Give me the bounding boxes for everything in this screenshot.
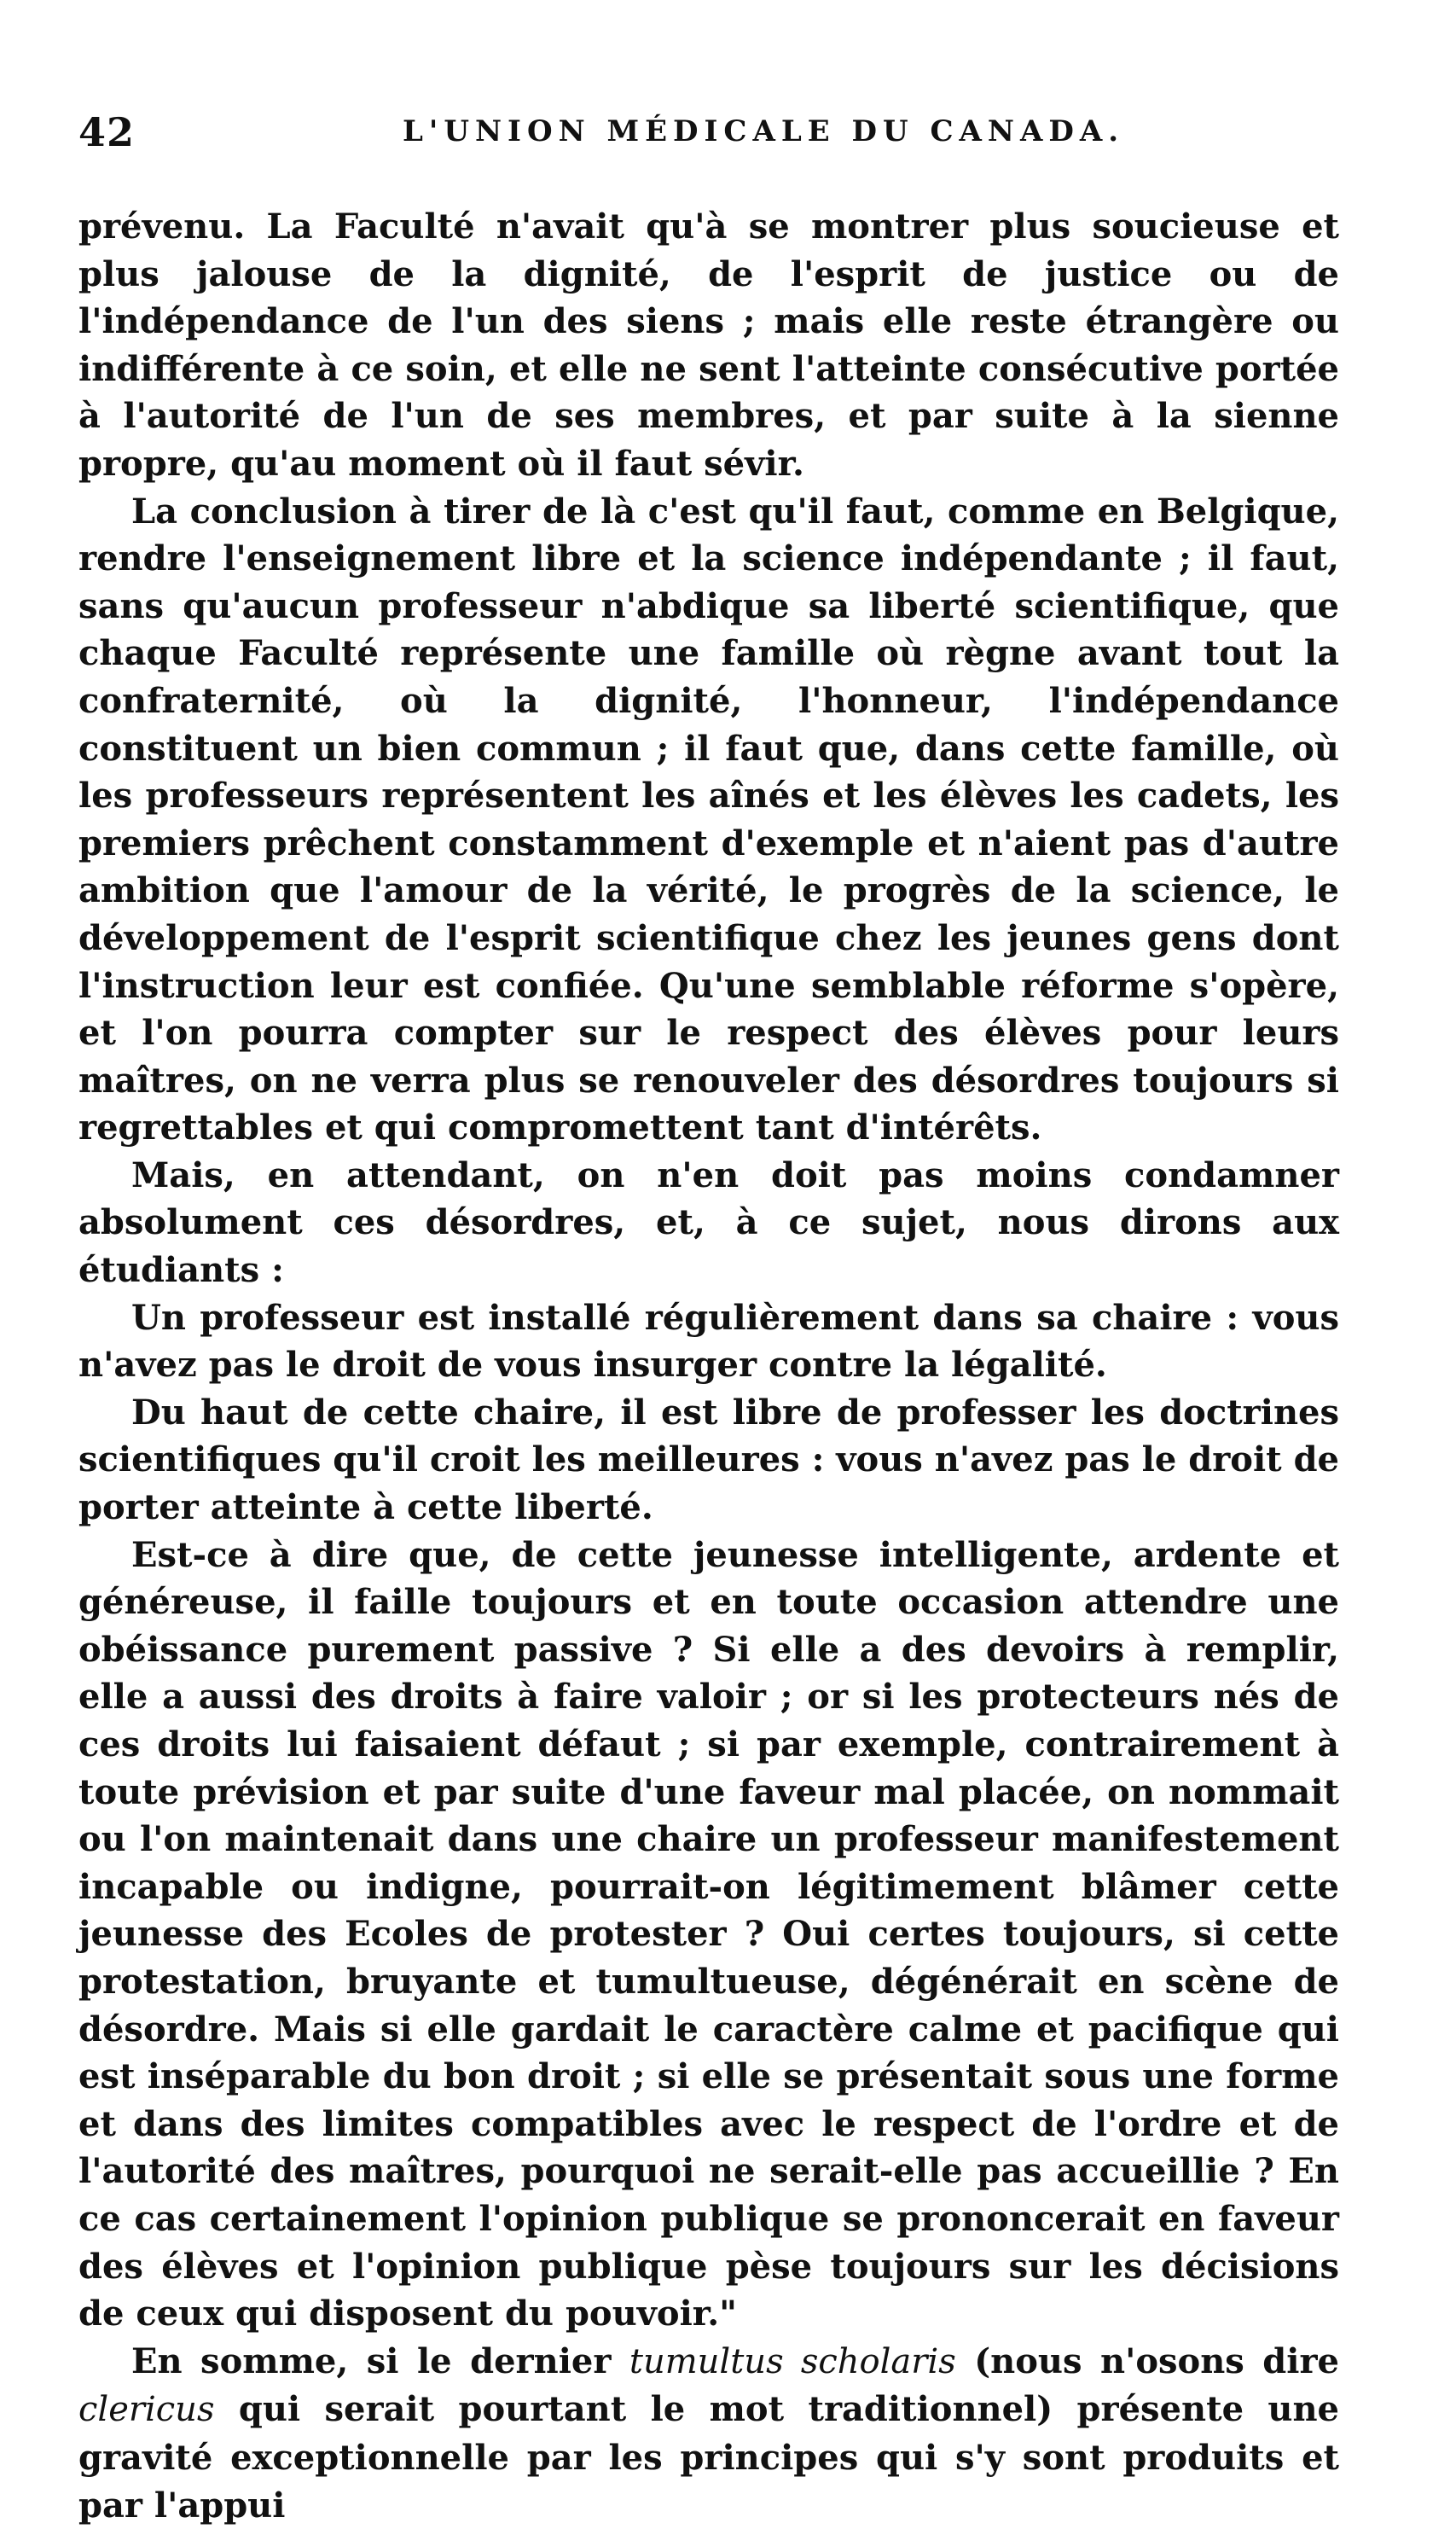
paragraph-4: Un professeur est installé régulièrement dans sa chaire : vous n'avez pas le droit de vous insurger contre la légalité. xyxy=(78,1297,1339,1386)
page-header xyxy=(78,109,1383,160)
paragraph-7-start: En somme, si le dernier xyxy=(131,2340,629,2381)
page-number: 42 xyxy=(78,109,136,155)
article-body xyxy=(78,203,1339,2529)
paragraph-7 xyxy=(78,2338,1339,2529)
italic-word-clericus: clericus xyxy=(78,2390,215,2430)
paragraph-3: Mais, en attendant, on n'en doit pas moins condamner absolument ces désordres, et, à ce sujet, nous dirons aux étudiants : xyxy=(78,1154,1339,1291)
running-head: L'UNION MÉDICALE DU CANADA. xyxy=(403,114,1125,148)
paragraph-2: La conclusion à tirer de là c'est qu'il faut, comme en Belgique, rendre l'enseignement libre et la science indépendante ; il faut, sans qu'aucun professeur n'abdique sa liberté scientifique, que chaque Faculté représente une famille où règne avant tout la confraternité, où la dignité, l'honneur, l'indépendance constituent un bien commun ; il faut que, dans cette famille, où les professeurs représentent les aînés et les élèves les cadets, les premiers prêchent constamment d'exemple et n'aient pas d'autre ambition que l'amour de la vérité, le progrès de la science, le développement de l'esprit scientifique chez les jeunes gens dont l'instruction leur est confiée. Qu'une semblable réforme s'opère, et l'on pourra compter sur le respect des élèves pour leurs maîtres, on ne verra plus se renouveler des désordres toujours si regrettables et qui compromettent tant d'intérêts. xyxy=(78,491,1339,1148)
paragraph-6: Est-ce à dire que, de cette jeunesse intelligente, ardente et généreuse, il faille toujours et en toute occasion attendre une obéissance purement passive ? Si elle a des devoirs à remplir, elle a aussi des droits à faire valoir ; or si les protecteurs nés de ces droits lui faisaient défaut ; si par exemple, contrairement à toute prévision et par suite d'une faveur mal placée, on nommait ou l'on maintenait dans une chaire un professeur manifestement incapable ou indigne, pourrait-on légitimement blâmer cette jeunesse des Ecoles de protester ? Oui certes toujours, si cette protestation, bruyante et tumultueuse, dégénérait en scène de désordre. Mais si elle gardait le caractère calme et pacifique qui est inséparable du bon droit ; si elle se présentait sous une forme et dans des limites compatibles avec le respect de l'ordre et de l'autorité des maîtres, pourquoi ne serait-elle pas accueillie ? En ce cas certainement l'opinion publique se prononcerait en faveur des élèves et l'opinion publique pèse toujours sur les décisions de ceux qui disposent du pouvoir." xyxy=(78,1534,1339,2334)
italic-phrase-tumultus: tumultus scholaris xyxy=(629,2341,956,2381)
paragraph-1: prévenu. La Faculté n'avait qu'à se montrer plus soucieuse et plus jalouse de la dignité, de l'esprit de justice ou de l'indépendance de l'un des siens ; mais elle reste étrangère ou indifférente à ce soin, et elle ne sent l'atteinte consécutive portée à l'autorité de l'un de ses membres, et par suite à la sienne propre, qu'au moment où il faut sévir. xyxy=(78,206,1339,484)
paragraph-7-middle: (nous n'osons dire xyxy=(955,2340,1339,2381)
paragraph-5: Du haut de cette chaire, il est libre de professer les doctrines scientifiques qu'il croit les meilleures : vous n'avez pas le droit de porter atteinte à cette liberté. xyxy=(78,1392,1339,1528)
paragraph-7-end: qui serait pourtant le mot traditionnel) présente une gravité exceptionnelle par les principes qui s'y sont produits et par l'appui xyxy=(78,2389,1339,2526)
